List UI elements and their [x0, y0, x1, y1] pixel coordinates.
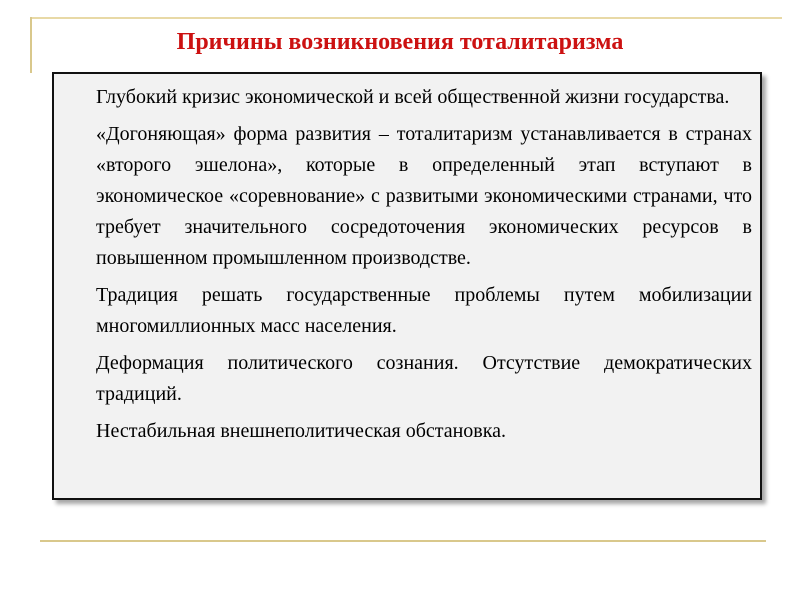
list-item	[62, 82, 752, 113]
list-item-text: «Догоняющая» форма развития – тоталитаризм устанавливается в странах «второго эшелона», которые в определенный этап вступают в экономическое «соревнование» с развитыми экономическими странами, что требует значительного сосредоточения экономических ресурсов в повышенном промышленном производстве.	[96, 123, 752, 269]
bottom-decorative-line	[40, 540, 766, 542]
causes-list	[62, 82, 752, 447]
list-item-text: Традиция решать государственные проблемы путем мобилизации многомиллионных масс населения.	[96, 284, 752, 337]
list-item	[62, 280, 752, 342]
top-decorative-line	[30, 17, 782, 19]
list-item-text: Деформация политического сознания. Отсутствие демократических традиций.	[96, 352, 752, 405]
list-item-text: Нестабильная внешнеполитическая обстановка.	[96, 420, 507, 442]
list-item-text: Глубокий кризис экономической и всей общественной жизни государства.	[96, 86, 730, 108]
list-item	[62, 119, 752, 274]
content-box	[52, 72, 762, 500]
slide-title: Причины возникновения тоталитаризма	[176, 29, 624, 55]
list-item	[62, 416, 752, 447]
list-item	[62, 348, 752, 410]
